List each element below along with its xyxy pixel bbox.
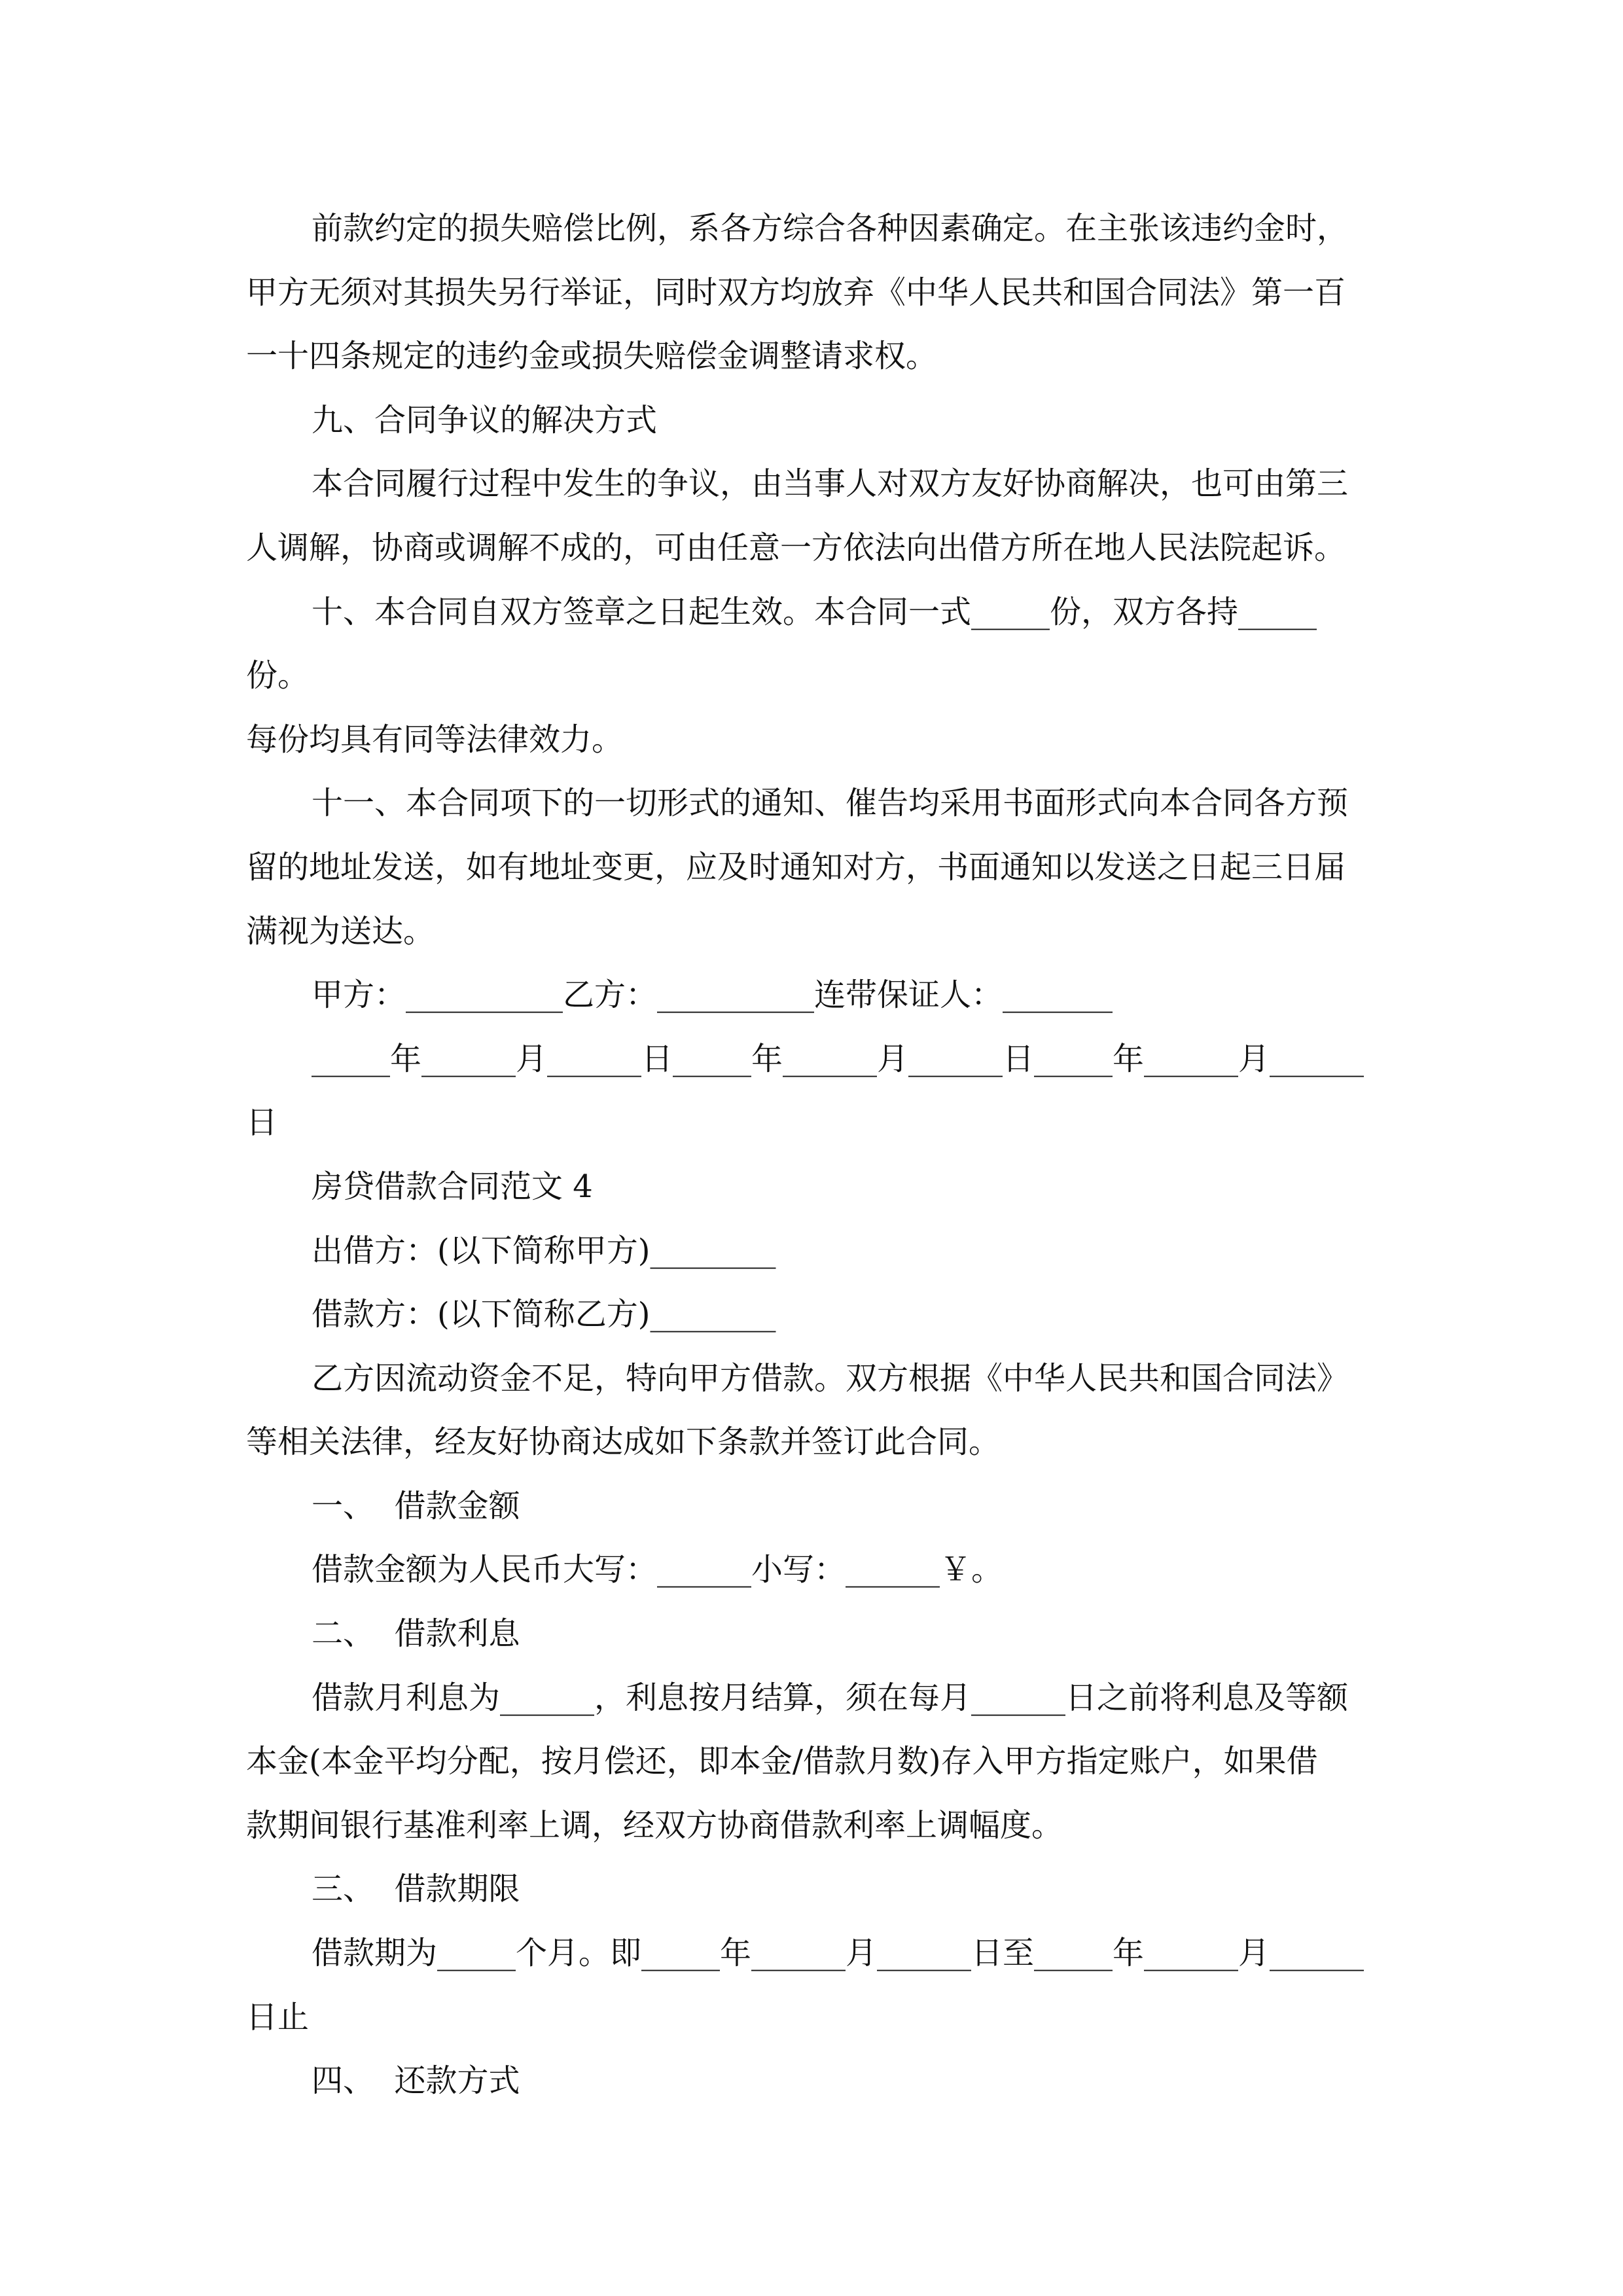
- text-line: 每份均具有同等法律效力。: [246, 721, 624, 758]
- text-line: 九、合同争议的解决方式: [312, 401, 658, 439]
- text-line: 二、 借款利息: [312, 1615, 520, 1653]
- text-line: 日: [246, 1104, 278, 1141]
- text-line: 三、 借款期限: [312, 1871, 520, 1908]
- text-line: 本金(本金平均分配，按月偿还，即本金/借款月数)存入甲方指定账户，如果借: [246, 1743, 1318, 1780]
- text-line: 满视为送达。: [246, 912, 435, 950]
- text-line: 留的地址发送，如有地址变更，应及时通知对方，书面通知以发送之日起三日届: [246, 848, 1346, 886]
- text-line: 出借方：(以下简称甲方)________: [312, 1232, 776, 1269]
- text-line: 借款方：(以下简称乙方)________: [312, 1296, 776, 1333]
- text-line: 四、 还款方式: [312, 2062, 520, 2100]
- text-line: 借款期为_____个月。即_____年______月______日至_____年______月______: [312, 1935, 1364, 1972]
- text-line: 本合同履行过程中发生的争议，由当事人对双方友好协商解决，也可由第三: [312, 465, 1349, 503]
- text-line: 乙方因流动资金不足，特向甲方借款。双方根据《中华人民共和国合同法》: [312, 1359, 1349, 1397]
- text-line: 日止: [246, 1998, 310, 2036]
- text-line: 借款金额为人民币大写：______小写：______￥。: [312, 1551, 1003, 1588]
- text-line: 等相关法律，经友好协商达成如下条款并签订此合同。: [246, 1424, 1001, 1461]
- text-line: 款期间银行基准利率上调，经双方协商借款利率上调幅度。: [246, 1806, 1063, 1844]
- text-line: 前款约定的损失赔偿比例，系各方综合各种因素确定。在主张该违约金时，: [312, 210, 1349, 247]
- text-line: 十、本合同自双方签章之日起生效。本合同一式_____份，双方各持_____份。: [246, 593, 1317, 694]
- text-line: _____年______月______日_____年______月______日_____年______月______: [312, 1040, 1364, 1077]
- text-line: 人调解，协商或调解不成的，可由任意一方依法向出借方所在地人民法院起诉。: [246, 529, 1346, 566]
- text-line: 十一、本合同项下的一切形式的通知、催告均采用书面形式向本合同各方预: [312, 785, 1349, 822]
- text-line: 一十四条规定的违约金或损失赔偿金调整请求权。: [246, 338, 938, 375]
- text-line: 房贷借款合同范文 4: [312, 1168, 593, 1205]
- text-line: 借款月利息为______，利息按月结算，须在每月______日之前将利息及等额: [312, 1679, 1349, 1716]
- text-line: 甲方：__________乙方：__________连带保证人：_______: [312, 977, 1113, 1014]
- document-body: [246, 197, 1378, 2113]
- text-line: 甲方无须对其损失另行举证，同时双方均放弃《中华人民共和国合同法》第一百: [246, 274, 1346, 311]
- text-line: 一、 借款金额: [312, 1487, 520, 1524]
